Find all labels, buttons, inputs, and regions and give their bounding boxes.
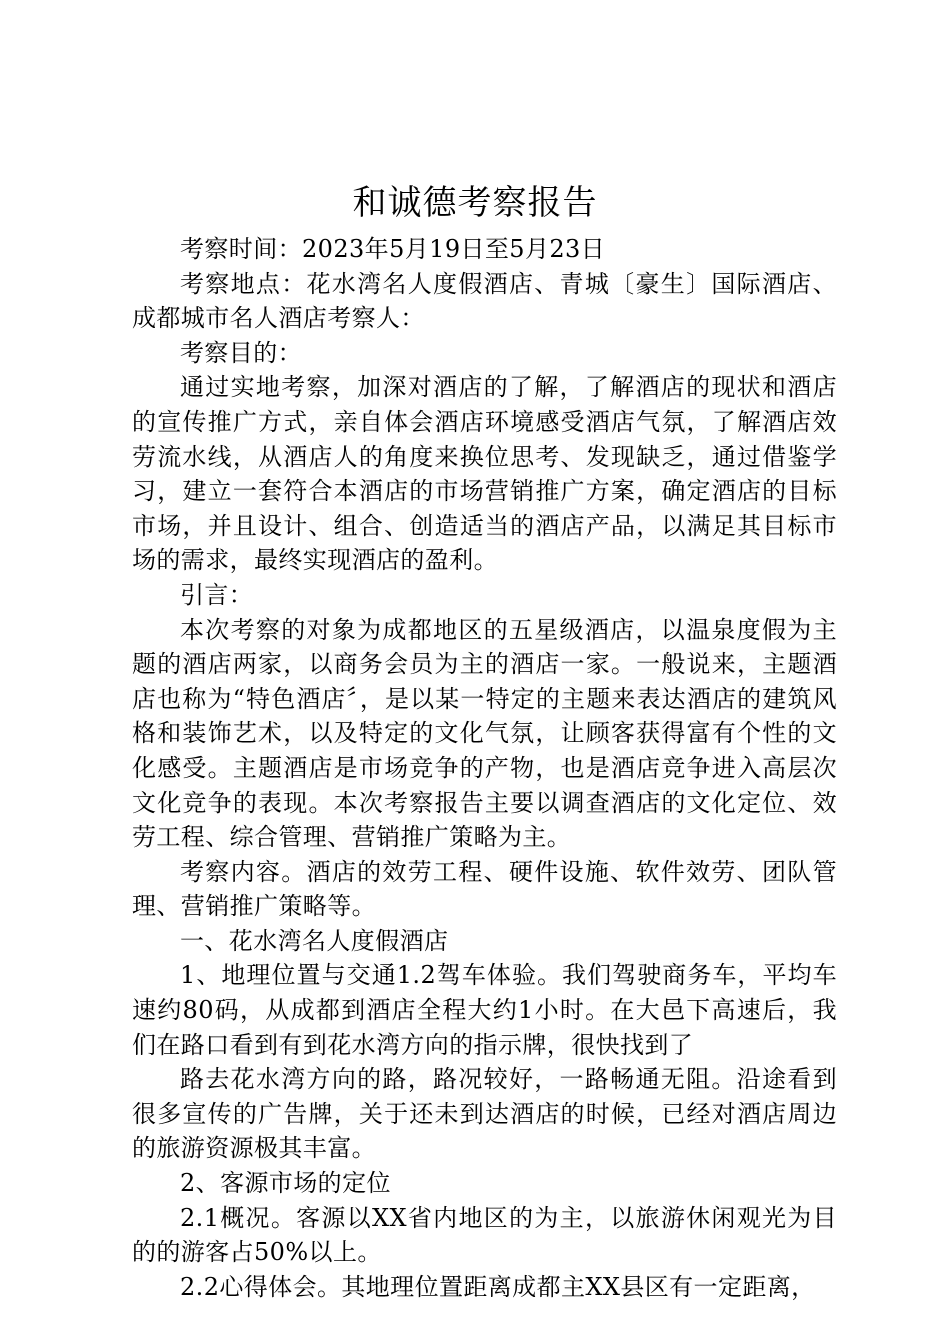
subsection-heading-market: 2、客源市场的定位 — [180, 1169, 391, 1198]
paragraph-overview: 2.1概况。客源以XX省内地区的为主，以旅游休闲观光为目的的游客占50%以上。 — [132, 1203, 837, 1267]
paragraph-inspection-location: 考察地点：花水湾名人度假酒店、青城〔豪生〕国际酒店、成都城市名人酒店考察人： — [132, 269, 837, 333]
document-body — [132, 232, 837, 1304]
paragraph-location-traffic: 1、地理位置与交通1.2驾车体验。我们驾驶商务车，平均车速约80码，从成都到酒店全程大约1小时。在大邑下高速后，我们在路口看到有到花水湾方向的指示牌，很快找到了 — [132, 961, 837, 1059]
paragraph-intro-heading: 引言： — [180, 580, 254, 609]
paragraph-experience: 2.2心得体会。其地理位置距离成都主XX县区有一定距离， — [180, 1272, 816, 1301]
paragraph-purpose-body: 通过实地考察，加深对酒店的了解，了解酒店的现状和酒店的宣传推广方式，亲自体会酒店环境感受酒店气氛，了解酒店效劳流水线，从酒店人的角度来换位思考、发现缺乏，通过借鉴学习，建立一套符合本酒店的市场营销推广方案，确定酒店的目标市场，并且设计、组合、创造适当的酒店产品，以满足其目标市场的需求，最终实现酒店的盈利。 — [132, 373, 837, 575]
paragraph-road-description: 路去花水湾方向的路，路况较好，一路畅通无阻。沿途看到很多宣传的广告牌，关于还未到达酒店的时候，已经对酒店周边的旅游资源极其丰富。 — [132, 1065, 837, 1163]
paragraph-inspection-time: 考察时间：2023年5月19日至5月23日 — [180, 235, 606, 263]
paragraph-intro-body: 本次考察的对象为成都地区的五星级酒店，以温泉度假为主题的酒店两家，以商务会员为主的酒店一家。一般说来，主题酒店也称为“特色酒店〞，是以某一特定的主题来表达酒店的建筑风格和装饰艺术，以及特定的文化气氛，让顾客获得富有个性的文化感受。主题酒店是市场竞争的产物，也是酒店竞争进入高层次文化竞争的表现。本次考察报告主要以调查酒店的文化定位、效劳工程、综合管理、营销推广策略为主。 — [132, 615, 837, 852]
paragraph-purpose-heading: 考察目的： — [180, 338, 302, 367]
section-heading-huashuiwan: 一、花水湾名人度假酒店 — [180, 926, 449, 955]
paragraph-inspection-content: 考察内容。酒店的效劳工程、硬件设施、软件效劳、团队管理、营销推广策略等。 — [132, 857, 837, 921]
document-title: 和诚德考察报告 — [352, 183, 598, 223]
